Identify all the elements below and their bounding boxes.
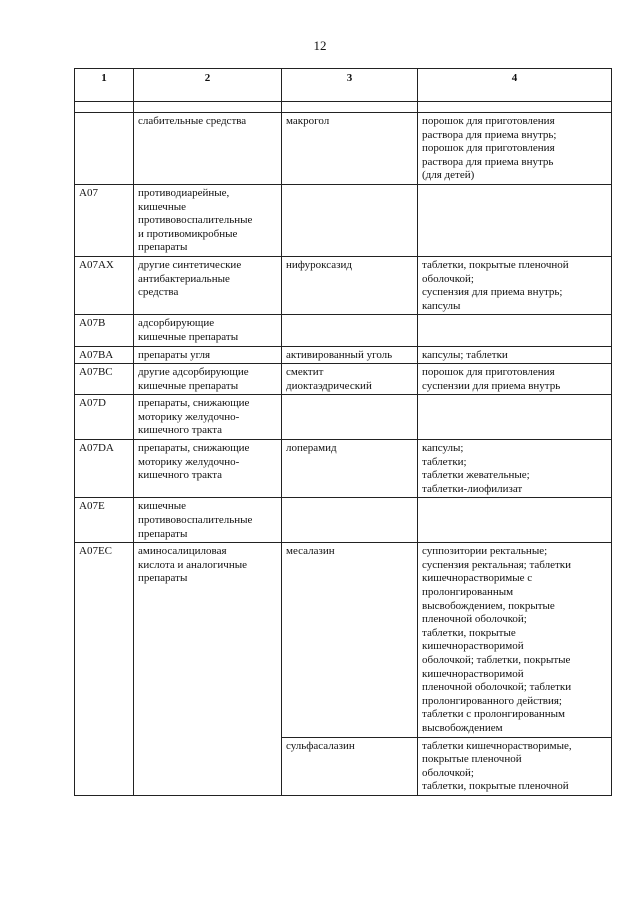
table-row bbox=[75, 395, 612, 440]
group-name-cell: другие адсорбирующие кишечные препараты bbox=[134, 364, 282, 395]
drug-name-cell: нифуроксазид bbox=[282, 256, 418, 314]
group-name-cell: препараты, снижающие моторику желудочно- кишечного тракта bbox=[134, 440, 282, 498]
drug-name-cell: сульфасалазин bbox=[282, 737, 418, 795]
table-row bbox=[75, 113, 612, 185]
drug-name-cell bbox=[282, 498, 418, 543]
atc-code-cell: A07B bbox=[75, 315, 134, 346]
group-name-cell: другие синтетические антибактериальные средства bbox=[134, 256, 282, 314]
atc-code-cell: A07DA bbox=[75, 440, 134, 498]
dosage-forms-cell bbox=[418, 395, 612, 440]
atc-code-cell: A07 bbox=[75, 184, 134, 256]
header-col-3: 3 bbox=[282, 69, 418, 102]
drug-name-cell: макрогол bbox=[282, 113, 418, 185]
dosage-forms-cell: порошок для приготовления раствора для приема внутрь; порошок для приготовления раствора для приема внутрь (для детей) bbox=[418, 113, 612, 185]
spacer-row bbox=[75, 102, 612, 113]
dosage-forms-cell bbox=[418, 498, 612, 543]
table-row bbox=[75, 364, 612, 395]
table-row bbox=[75, 315, 612, 346]
table-row bbox=[75, 346, 612, 364]
page-number: 12 bbox=[313, 38, 327, 53]
drug-name-cell bbox=[282, 395, 418, 440]
table-row bbox=[75, 498, 612, 543]
dosage-forms-cell: таблетки кишечнорастворимые, покрытые пленочной оболочкой; таблетки, покрытые пленочной bbox=[418, 737, 612, 795]
atc-code-cell: A07EC bbox=[75, 543, 134, 796]
drug-name-cell: месалазин bbox=[282, 543, 418, 737]
dosage-forms-cell bbox=[418, 184, 612, 256]
atc-code-cell: A07D bbox=[75, 395, 134, 440]
header-row bbox=[75, 69, 612, 102]
group-name-cell: адсорбирующие кишечные препараты bbox=[134, 315, 282, 346]
drug-table bbox=[74, 68, 612, 796]
table-row-a07ec bbox=[75, 543, 612, 737]
dosage-forms-cell bbox=[418, 315, 612, 346]
dosage-forms-cell: порошок для приготовления суспензии для приема внутрь bbox=[418, 364, 612, 395]
atc-code-cell: A07AX bbox=[75, 256, 134, 314]
dosage-forms-cell: капсулы; таблетки bbox=[418, 346, 612, 364]
group-name-cell: слабительные средства bbox=[134, 113, 282, 185]
drug-name-cell bbox=[282, 315, 418, 346]
atc-code-cell: A07BA bbox=[75, 346, 134, 364]
atc-code-cell bbox=[75, 113, 134, 185]
dosage-forms-cell: капсулы; таблетки; таблетки жевательные; таблетки-лиофилизат bbox=[418, 440, 612, 498]
header-col-4: 4 bbox=[418, 69, 612, 102]
dosage-forms-cell: суппозитории ректальные; суспензия ректальная; таблетки кишечнорастворимые с пролонгированным высвобождением, покрытые пленочной оболочкой; таблетки, покрытые кишечнорастворимой оболочкой; таблетки, покрытые кишечнорастворимой пленочной оболочкой; таблетки пролонгированного действия; таблетки с пролонгированным высвобождением bbox=[418, 543, 612, 737]
header-col-1: 1 bbox=[75, 69, 134, 102]
drug-name-cell: лоперамид bbox=[282, 440, 418, 498]
group-name-cell: кишечные противовоспалительные препараты bbox=[134, 498, 282, 543]
drug-name-cell bbox=[282, 184, 418, 256]
group-name-cell: препараты, снижающие моторику желудочно- кишечного тракта bbox=[134, 395, 282, 440]
group-name-cell: противодиарейные, кишечные противовоспалительные и противомикробные препараты bbox=[134, 184, 282, 256]
drug-name-cell: смектит диоктаэдрический bbox=[282, 364, 418, 395]
drug-name-cell: активированный уголь bbox=[282, 346, 418, 364]
dosage-forms-cell: таблетки, покрытые пленочной оболочкой; суспензия для приема внутрь; капсулы bbox=[418, 256, 612, 314]
header-col-2: 2 bbox=[134, 69, 282, 102]
group-name-cell: аминосалициловая кислота и аналогичные препараты bbox=[134, 543, 282, 796]
table-row bbox=[75, 256, 612, 314]
atc-code-cell: A07BC bbox=[75, 364, 134, 395]
table-row bbox=[75, 184, 612, 256]
atc-code-cell: A07E bbox=[75, 498, 134, 543]
group-name-cell: препараты угля bbox=[134, 346, 282, 364]
table-row bbox=[75, 440, 612, 498]
